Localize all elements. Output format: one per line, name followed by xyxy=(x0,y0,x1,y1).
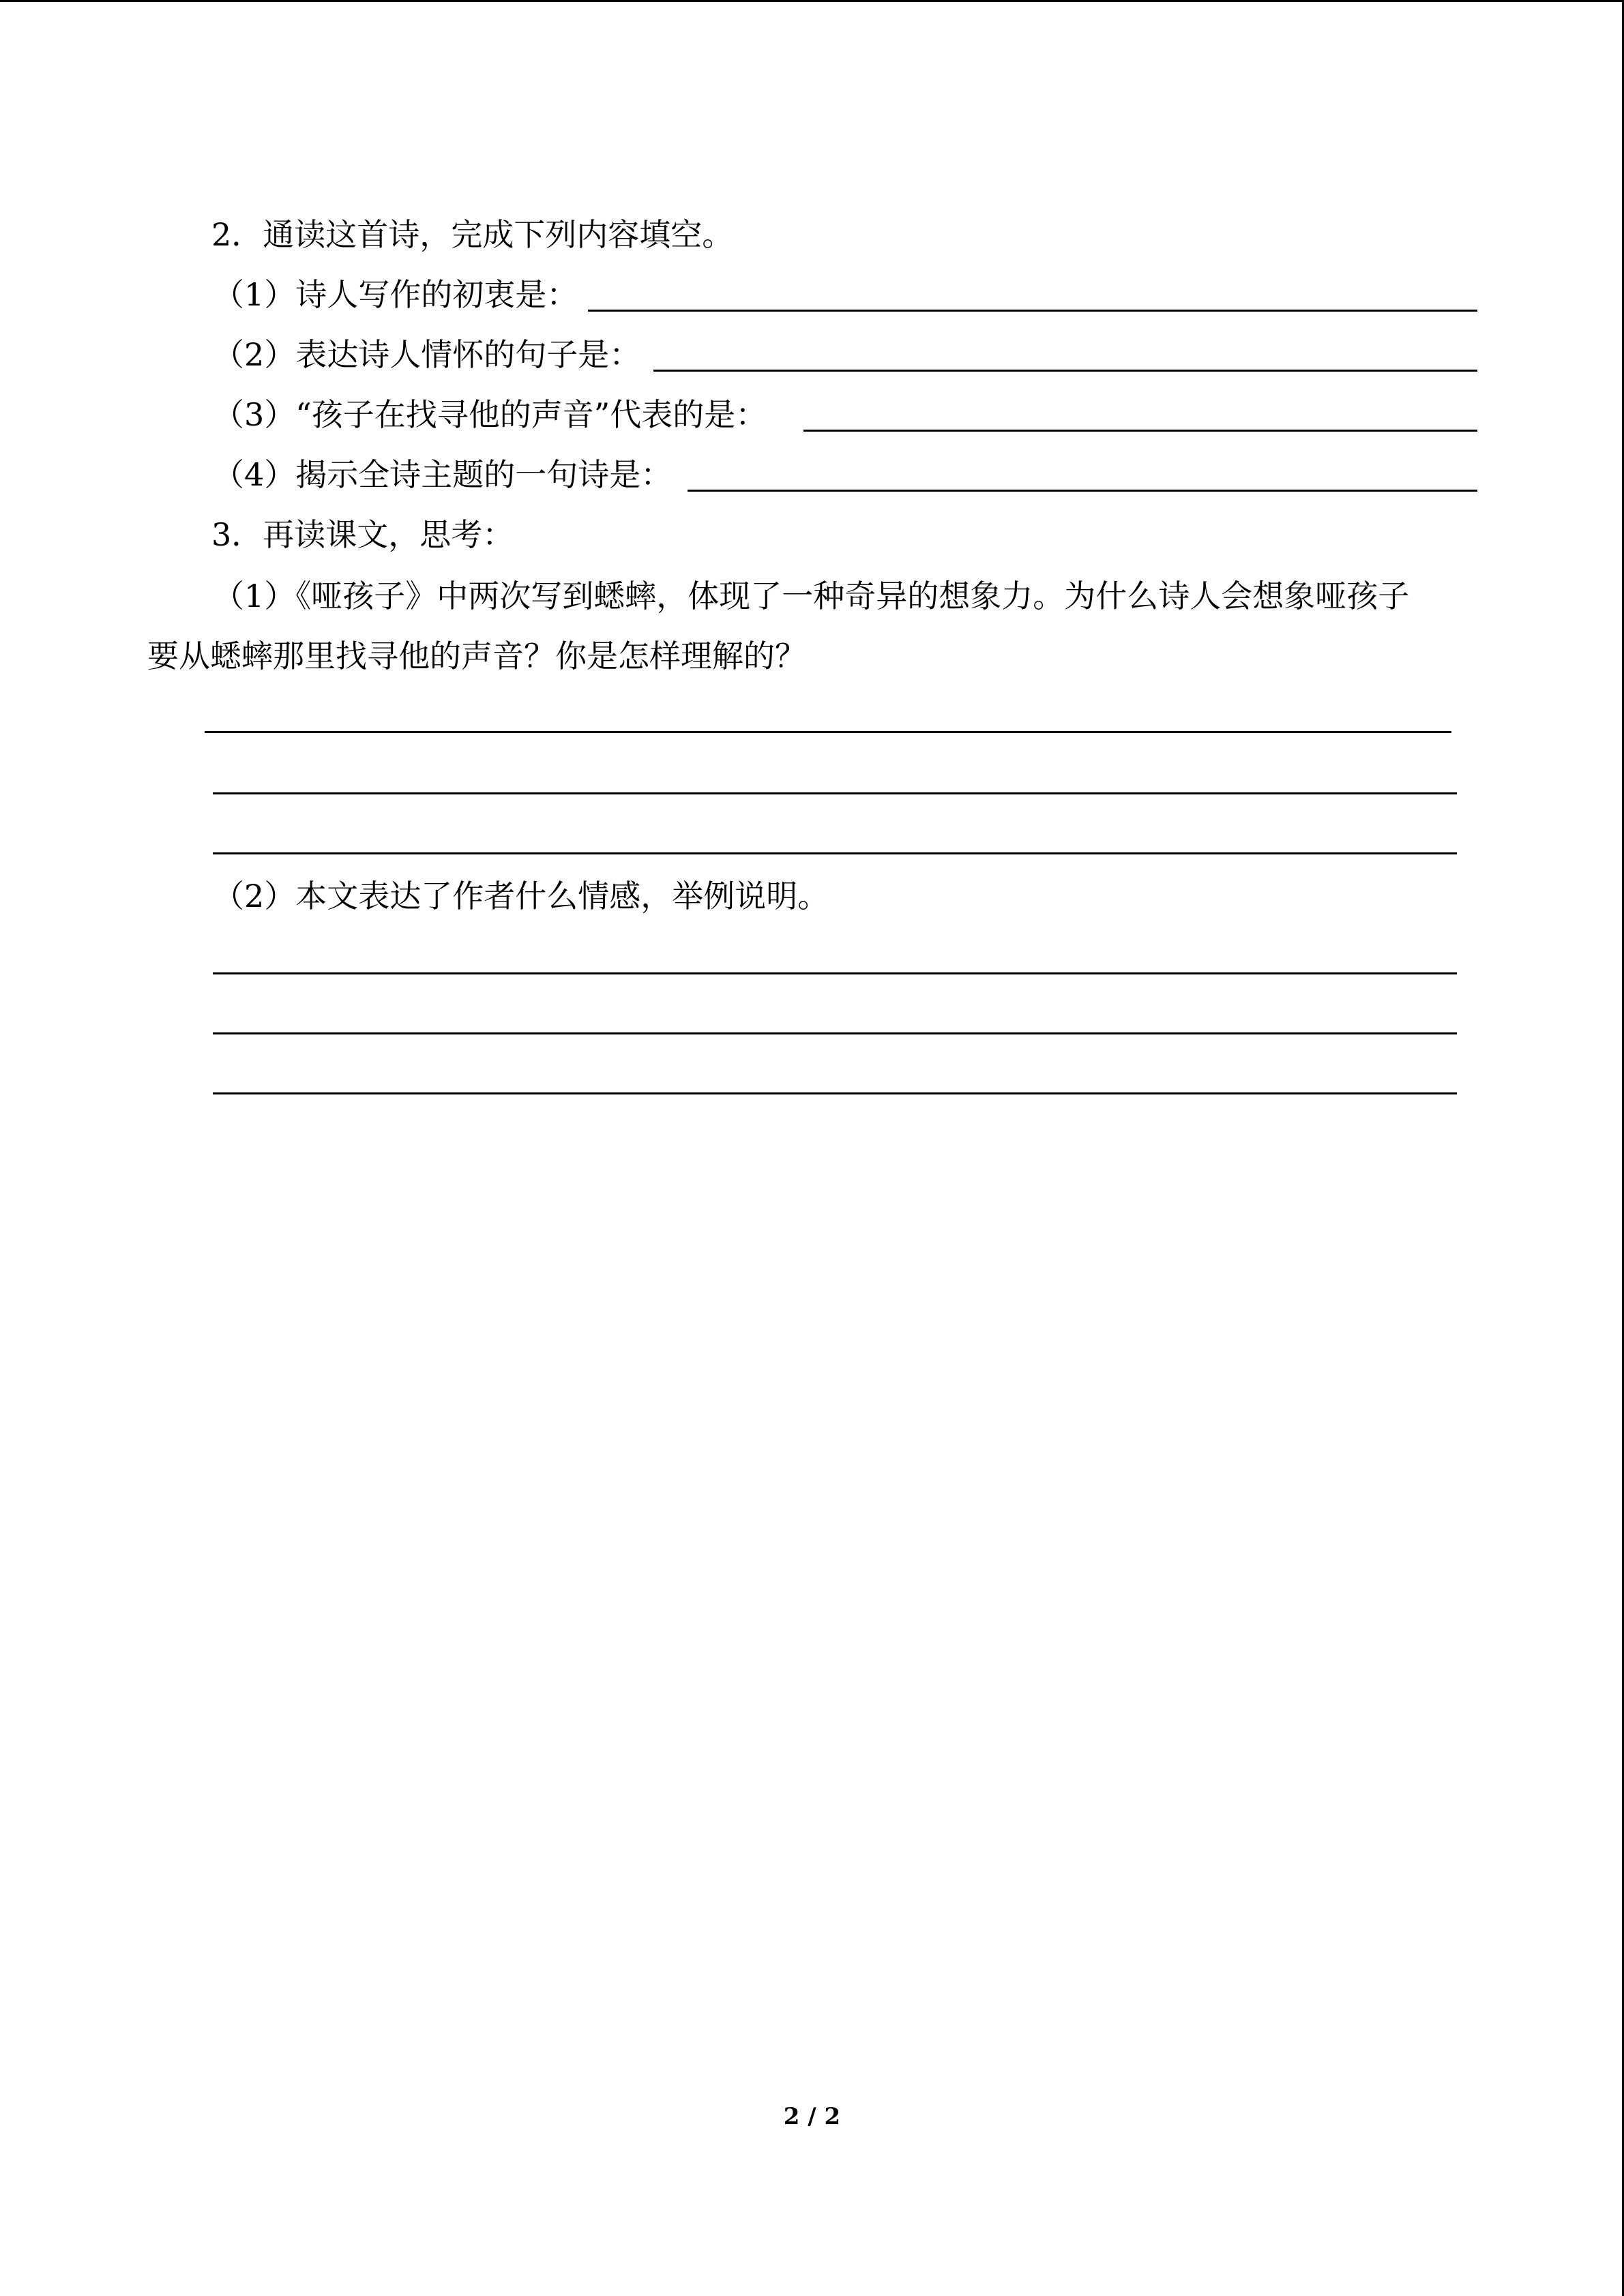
question-3-sub-1-line-1: （1）《哑孩子》中两次写到蟋蟀，体现了一种奇异的想象力。为什么诗人会想象哑孩子 xyxy=(213,578,1410,614)
question-3-title: 3．再读课文，思考： xyxy=(211,516,514,553)
question-2-title: 2．通读这首诗，完成下列内容填空。 xyxy=(211,216,734,253)
answer-line-3-1-b[interactable] xyxy=(213,792,1457,794)
question-3-sub-2: （2）本文表达了作者什么情感，举例说明。 xyxy=(213,878,829,914)
question-2-item-2: （2）表达诗人情怀的句子是： xyxy=(213,336,641,373)
answer-line-3-2-b[interactable] xyxy=(213,1032,1457,1034)
answer-line-2-1[interactable] xyxy=(588,310,1477,312)
answer-line-2-2[interactable] xyxy=(653,370,1477,372)
page-border-top xyxy=(0,0,1624,2)
answer-line-2-3[interactable] xyxy=(803,430,1477,432)
page-number: 2 / 2 xyxy=(783,2103,841,2130)
question-2-item-3: （3）“孩子在找寻他的声音”代表的是： xyxy=(213,396,767,433)
question-2-item-4: （4）揭示全诗主题的一句诗是： xyxy=(213,456,673,493)
answer-line-3-2-c[interactable] xyxy=(213,1092,1457,1094)
question-3-sub-1-line-2: 要从蟋蟀那里找寻他的声音？你是怎样理解的？ xyxy=(147,638,806,674)
question-2-item-1: （1）诗人写作的初衷是： xyxy=(213,276,578,313)
answer-line-3-2-a[interactable] xyxy=(213,972,1457,974)
answer-line-3-1-c[interactable] xyxy=(213,852,1457,854)
answer-line-2-4[interactable] xyxy=(688,490,1477,492)
answer-line-3-1-a[interactable] xyxy=(205,731,1451,733)
